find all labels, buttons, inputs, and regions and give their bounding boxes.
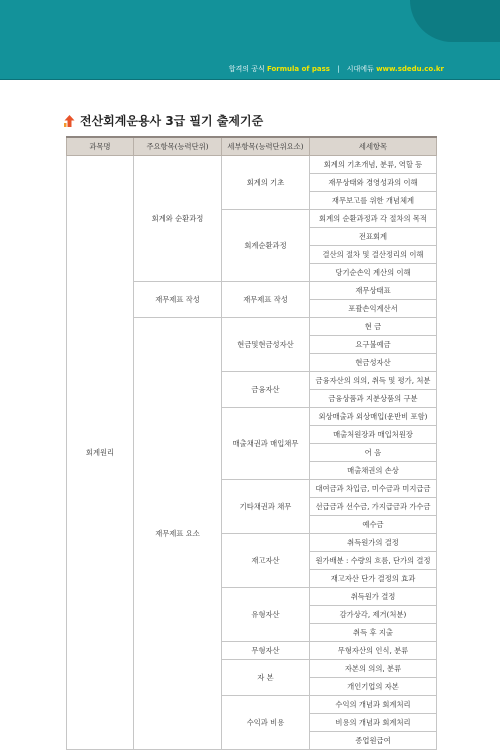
sub-item-cell: 매출채권과 매입채무 [222, 408, 310, 480]
header-main-item: 주요항목(능력단위) [134, 137, 222, 156]
detail-cell: 현 금 [310, 318, 437, 336]
detail-cell: 포괄손익계산서 [310, 300, 437, 318]
detail-cell: 무형자산의 인식, 분류 [310, 642, 437, 660]
sub-item-cell: 회계의 기초 [222, 156, 310, 210]
detail-cell: 종업원급여 [310, 732, 437, 750]
subject-cell: 회계원리 [67, 156, 134, 750]
detail-cell: 재무보고를 위한 개념체계 [310, 192, 437, 210]
header-detail-item: 세세항목 [310, 137, 437, 156]
detail-cell: 감가상각, 제거(처분) [310, 606, 437, 624]
header-subject: 과목명 [67, 137, 134, 156]
detail-cell: 재무상태와 경영성과의 이해 [310, 174, 437, 192]
sub-item-cell: 자 본 [222, 660, 310, 696]
section-heading [64, 112, 263, 129]
banner-divider [0, 79, 500, 80]
detail-cell: 매출채권의 손상 [310, 462, 437, 480]
sub-item-cell: 재무제표 작성 [222, 282, 310, 318]
header-banner [0, 0, 500, 80]
sub-item-cell: 재고자산 [222, 534, 310, 588]
detail-cell: 당기순손익 계산의 이해 [310, 264, 437, 282]
section-title: 전산회계운용사 3급 필기 출제기준 [80, 114, 264, 128]
table-row [67, 156, 437, 174]
detail-cell: 전표회계 [310, 228, 437, 246]
detail-cell: 금융상품과 지분상품의 구분 [310, 390, 437, 408]
detail-cell: 외상매출과 외상매입(운반비 포함) [310, 408, 437, 426]
detail-cell: 취득원가의 결정 [310, 534, 437, 552]
sub-item-cell: 금융자산 [222, 372, 310, 408]
detail-cell: 취득 후 지출 [310, 624, 437, 642]
main-item-cell: 재무제표 요소 [134, 318, 222, 750]
sub-item-cell: 무형자산 [222, 642, 310, 660]
website-link[interactable]: www.sdedu.co.kr [376, 65, 444, 73]
header-tagline [229, 64, 444, 74]
detail-cell: 선급금과 선수금, 가지급금과 가수금 [310, 498, 437, 516]
main-item-cell: 회계와 순환과정 [134, 156, 222, 282]
detail-cell: 비용의 개념과 회계처리 [310, 714, 437, 732]
main-item-cell: 재무제표 작성 [134, 282, 222, 318]
detail-cell: 재고자산 단가 결정의 효과 [310, 570, 437, 588]
brand-slogan: Formula of pass [266, 65, 330, 73]
detail-cell: 수익의 개념과 회계처리 [310, 696, 437, 714]
detail-cell: 개인기업의 자본 [310, 678, 437, 696]
table-body [67, 156, 437, 750]
detail-cell: 대여금과 차입금, 미수금과 미지급금 [310, 480, 437, 498]
publisher-name: 시대에듀 [346, 65, 374, 73]
detail-cell: 매출처원장과 매입처원장 [310, 426, 437, 444]
detail-cell: 요구불예금 [310, 336, 437, 354]
detail-cell: 회계의 기초개념, 분류, 역할 등 [310, 156, 437, 174]
detail-cell: 회계의 순환과정과 각 절차의 목적 [310, 210, 437, 228]
up-arrow-icon [64, 115, 75, 127]
detail-cell: 자본의 의의, 분류 [310, 660, 437, 678]
sub-item-cell: 수익과 비용 [222, 696, 310, 750]
detail-cell: 원가배분 : 수량의 흐름, 단가의 결정 [310, 552, 437, 570]
exam-criteria-table [66, 136, 437, 750]
table-header-row [67, 137, 437, 156]
sub-item-cell: 유형자산 [222, 588, 310, 642]
detail-cell: 현금성자산 [310, 354, 437, 372]
detail-cell: 취득원가 결정 [310, 588, 437, 606]
sub-item-cell: 현금및현금성자산 [222, 318, 310, 372]
detail-cell: 결산의 절차 및 결산정리의 이해 [310, 246, 437, 264]
detail-cell: 금융자산의 의의, 취득 및 평가, 처분 [310, 372, 437, 390]
banner-decoration [410, 0, 500, 42]
detail-cell: 재무상태표 [310, 282, 437, 300]
header-sub-item: 세부항목(능력단위요소) [222, 137, 310, 156]
tagline-separator: | [337, 65, 340, 73]
detail-cell: 어 음 [310, 444, 437, 462]
sub-item-cell: 회계순환과정 [222, 210, 310, 282]
detail-cell: 예수금 [310, 516, 437, 534]
brand-text: 합격의 공식 [228, 65, 265, 73]
sub-item-cell: 기타채권과 채무 [222, 480, 310, 534]
